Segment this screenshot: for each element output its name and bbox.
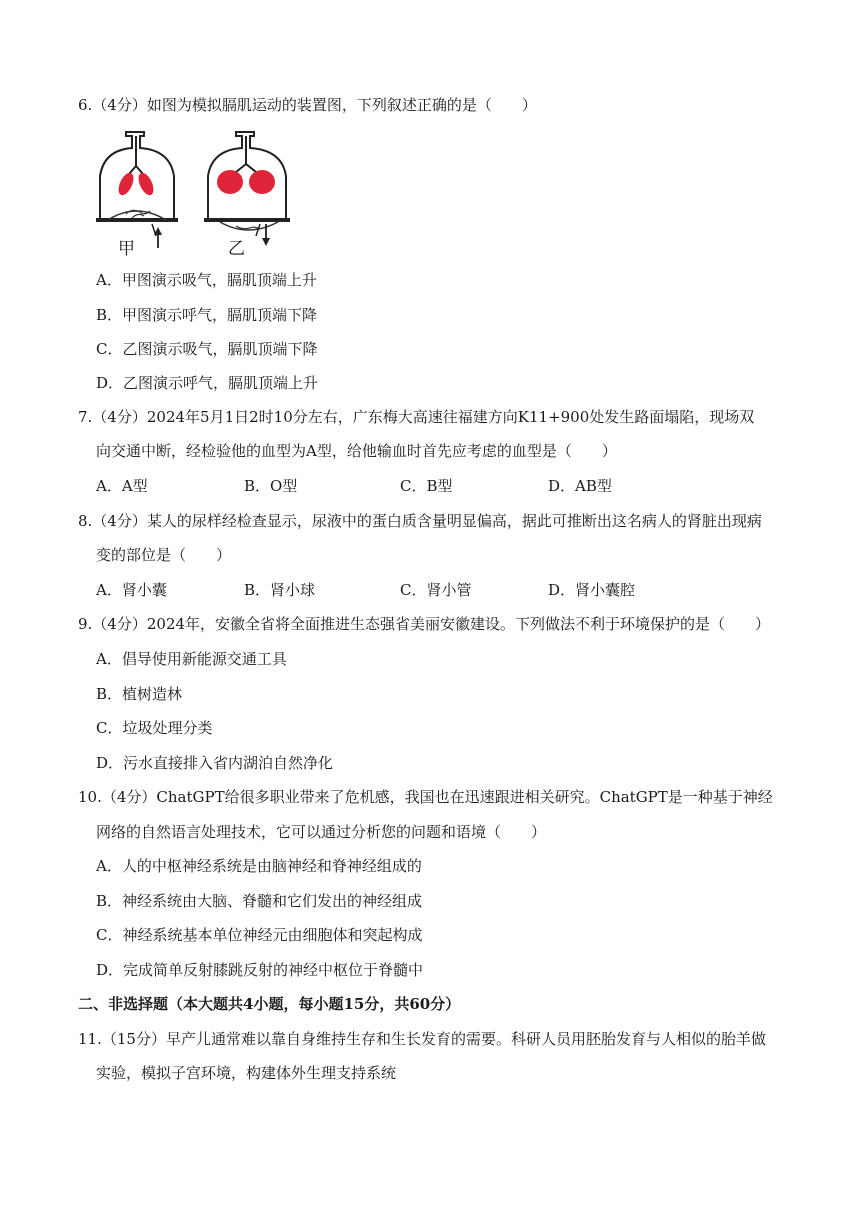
q10-option-c: C．神经系统基本单位神经元由细胞体和突起构成 (96, 926, 423, 944)
q7-stem-line2: 向交通中断，经检验他的血型为A型，给他输血时首先应考虑的血型是（ ） (96, 442, 617, 460)
lung-left-jia (115, 171, 136, 198)
q10-option-d: D．完成简单反射膝跳反射的神经中枢位于脊髓中 (96, 961, 424, 979)
q10-option-a: A．人的中枢神经系统是由脑神经和脊神经组成的 (96, 857, 422, 875)
q8-option-a: A．肾小囊 (96, 581, 167, 599)
q7-option-a: A．A型 (96, 477, 148, 495)
q6-option-d: D．乙图演示呼气，膈肌顶端上升 (96, 374, 319, 392)
q6-option-c: C．乙图演示吸气，膈肌顶端下降 (96, 340, 318, 358)
q7-stem-line1: 7.（4分）2024年5月1日2时10分左右，广东梅大高速往福建方向K11+900处发生路面塌陷，现场双 (78, 408, 755, 426)
q6-stem: 6.（4分）如图为模拟膈肌运动的装置图，下列叙述正确的是（ ） (78, 96, 537, 114)
figure-label-yi: 乙 (228, 239, 245, 259)
diaphragm-model-figure (96, 128, 296, 263)
q6-option-a: A．甲图演示吸气，膈肌顶端上升 (96, 271, 317, 289)
q6-option-b: B．甲图演示呼气，膈肌顶端下降 (96, 306, 318, 324)
jar-jia (96, 132, 178, 248)
q11-stem-line1: 11.（15分）早产儿通常难以靠自身维持生存和生长发育的需要。科研人员用胚胎发育与人相似的胎羊做 (78, 1030, 766, 1048)
figure-label-jia: 甲 (118, 239, 135, 259)
q10-stem-line2: 网络的自然语言处理技术，它可以通过分析您的问题和语境（ ） (96, 823, 547, 841)
q9-option-c: C．垃圾处理分类 (96, 719, 213, 737)
q9-stem: 9.（4分）2024年，安徽全省将全面推进生态强省美丽安徽建设。下列做法不利于环境保护的是（ ） (78, 615, 771, 633)
q7-option-c: C．B型 (400, 477, 453, 495)
q7-option-b: B．O型 (244, 477, 298, 495)
q8-option-b: B．肾小球 (244, 581, 316, 599)
q11-stem-line2: 实验，模拟子宫环境，构建体外生理支持系统 (96, 1064, 397, 1082)
lung-left-yi (217, 170, 243, 194)
lung-right-yi (249, 170, 275, 194)
q10-option-b: B．神经系统由大脑、脊髓和它们发出的神经组成 (96, 892, 423, 910)
q8-stem-line1: 8.（4分）某人的尿样经检查显示，尿液中的蛋白质含量明显偏高，据此可推断出这名病人的肾脏出现病 (78, 512, 762, 530)
q7-option-d: D．AB型 (548, 477, 612, 495)
q8-stem-line2: 变的部位是（ ） (96, 546, 232, 564)
q10-stem-line1: 10.（4分）ChatGPT给很多职业带来了危机感，我国也在迅速跟进相关研究。ChatGPT是一种基于神经 (78, 788, 773, 806)
q9-option-b: B．植树造林 (96, 685, 183, 703)
jar-yi (204, 132, 290, 246)
q9-option-d: D．污水直接排入省内湖泊自然净化 (96, 754, 334, 772)
lung-right-jia (135, 171, 156, 198)
q8-option-d: D．肾小囊腔 (548, 581, 636, 599)
q8-option-c: C．肾小管 (400, 581, 472, 599)
q9-option-a: A．倡导使用新能源交通工具 (96, 650, 287, 668)
section-heading-nonchoice: 二、非选择题（本大题共4小题，每小题15分，共60分） (78, 995, 461, 1013)
